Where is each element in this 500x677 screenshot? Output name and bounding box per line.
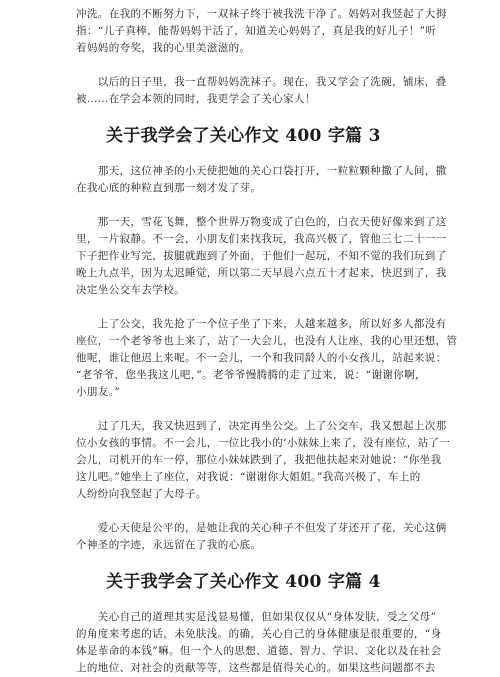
text-line: 这儿吧。”她坐上了座位，对我说：“谢谢你大姐姐。”我高兴极了，车上的 (76, 471, 421, 483)
text-line: 指：“儿子真棒，能帮妈妈干活了，知道关心妈妈了，真是我的好儿子！”听 (76, 25, 437, 37)
text-line: 冲洗。在我的不断努力下，一双袜子终于被我洗干净了。妈妈对我竖起了大拇 (76, 8, 447, 20)
text-line: 着妈妈的夸奖，我的心里美滋滋的。 (76, 42, 251, 54)
paragraph (76, 418, 451, 503)
text-line: 那一天，雪花飞舞，整个世界万物变成了白色的，白衣天使好像来到了这 (76, 216, 447, 228)
section-heading: 关于我学会了关心作文 400 字篇 3 (106, 126, 381, 146)
text-line: 人纷纷向我竖起了大母子。 (76, 488, 207, 500)
paragraph (76, 609, 446, 677)
text-line: 爱心天使是公平的，是她让我的关心种子不但发了芽还开了花，关心这俩 (76, 522, 447, 534)
text-line: 在我心底的种粒直到那一刻才发了芽。 (76, 182, 262, 194)
text-line: 上了公交，我先抢了一个位子坐了下来，人越来越多，所以好多人都没有 (76, 318, 447, 330)
paragraph (76, 520, 446, 554)
text-line: 体是革命的本钱”嘛。但一个人的思想、道德、智力、学识、文化以及在社会 (76, 645, 442, 657)
text-line: “老爷爷，您坐我这儿吧，”。老爷爷慢腾腾的走了过来，说：“谢谢你啊， (76, 369, 426, 381)
paragraph (76, 6, 446, 57)
paragraph (76, 74, 446, 108)
text-line: 的角度来考虑的话，未免肤浅。的确，关心自己的身体健康是很重要的，“身 (76, 628, 442, 640)
text-line: 小朋友。” (76, 386, 121, 398)
text-line: 晚上九点半，因为太迟睡觉，所以第二天早晨六点五十才起来，快迟到了，我 (76, 267, 447, 279)
text-line: 上的地位、对社会的贡献等等，这些都是值得关心的。如果这些问题都不去 (76, 662, 436, 674)
text-line: 关心自己的道理其实是浅显易懂，但如果仅仅从“身体发肤，受之父母” (76, 611, 437, 623)
text-line: 他呢，谁让他迟上来呢。不一会儿，一个和我同龄人的小女孩儿，站起来说： (76, 352, 447, 364)
paragraph (76, 163, 446, 197)
text-line: 决定坐公交车去学校。 (76, 284, 185, 296)
text-line: 被……在学会本领的同时，我更学会了关心家人！ (76, 93, 316, 105)
text-line: 过了几天，我又快迟到了，决定再坐公交。上了公交车，我又想起上次那 (76, 420, 447, 432)
text-line: 座位，一个老爷爷也上来了，站了一大会儿，也没有人让座，我的心里还想，管 (76, 335, 458, 347)
text-line: 会儿，司机开的车一停，那位小妹妹跌到了，我把他扶起来对她说：“你坐我 (76, 454, 442, 466)
paragraph (76, 316, 458, 401)
text-line: 下子把作业写完，拔腿就跑到了外面，于他们一起玩，不知不觉的我们玩到了 (76, 250, 447, 262)
text-line: 那天，这位神圣的小天使把她的关心口袋打开，一粒粒颗种撒了人间，撒 (76, 165, 447, 177)
text-line: 位小女孩的事情。不一会儿，一位比我小的‘小妹妹上来了，没有座位，站了一 (76, 437, 451, 449)
section-heading: 关于我学会了关心作文 400 字篇 4 (106, 572, 381, 592)
text-line: 以后的日子里，我一直帮妈妈洗袜子。现在，我又学会了洗碗，铺床，叠 (76, 76, 447, 88)
paragraph (76, 214, 446, 299)
text-line: 里，一片寂静。不一会，小朋友们来找我玩，我高兴极了，管他三七二十一一 (76, 233, 447, 245)
text-line: 个神圣的字迹，永远留在了我的心底。 (76, 539, 262, 551)
